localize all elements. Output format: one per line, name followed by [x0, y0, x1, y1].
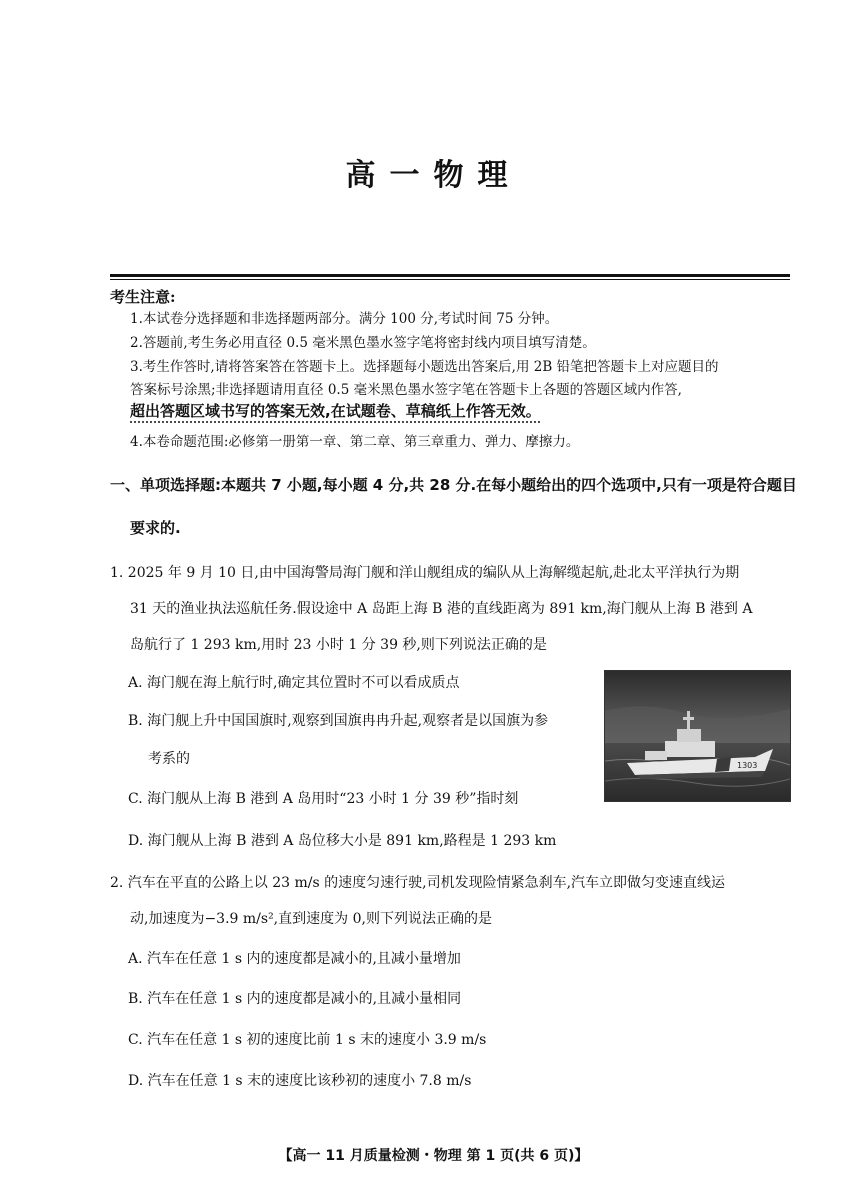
q1-option-b-cont: 考系的 — [148, 751, 190, 767]
notice-heading: 考生注意: — [110, 288, 176, 306]
q1-option-b: B. 海门舰上升中国国旗时,观察到国旗冉冉升起,观察者是以国旗为参 — [128, 713, 549, 729]
q1-option-a: A. 海门舰在海上航行时,确定其位置时不可以看成质点 — [128, 675, 460, 691]
notice-item-3-cont: 答案标号涂黑;非选择题请用直径 0.5 毫米黑色墨水签字笔在答题卡上各题的答题区域内作答, — [130, 382, 682, 398]
header-rule-thin — [110, 279, 790, 280]
q2-option-d: D. 汽车在任意 1 s 末的速度比该秒初的速度小 7.8 m/s — [128, 1073, 472, 1089]
q2-option-a: A. 汽车在任意 1 s 内的速度都是减小的,且减小量增加 — [128, 951, 461, 967]
q1-option-c: C. 海门舰从上海 B 港到 A 岛用时“23 小时 1 分 39 秒”指时刻 — [128, 791, 519, 807]
notice-item-2: 2.答题前,考生务必用直径 0.5 毫米黑色墨水签字笔将密封线内项目填写清楚。 — [130, 335, 596, 351]
q1-stem-line3: 岛航行了 1 293 km,用时 23 小时 1 分 39 秒,则下列说法正确的是 — [130, 637, 547, 653]
ship-photo — [604, 670, 791, 802]
q2-option-c: C. 汽车在任意 1 s 初的速度比前 1 s 末的速度小 3.9 m/s — [128, 1032, 487, 1048]
ship-hull-number: 1303 — [737, 761, 758, 770]
q1-option-d: D. 海门舰从上海 B 港到 A 岛位移大小是 891 km,路程是 1 293 km — [128, 833, 557, 849]
q1-stem-line2: 31 天的渔业执法巡航任务.假设途中 A 岛距上海 B 港的直线距离为 891 km,海门舰从上海 B 港到 A — [130, 601, 753, 617]
header-rule-thick — [110, 274, 790, 277]
page-footer: 【高一 11 月质量检测・物理 第 1 页(共 6 页)】 — [278, 1148, 589, 1164]
notice-item-4: 4.本卷命题范围:必修第一册第一章、第二章、第三章重力、弹力、摩擦力。 — [130, 434, 580, 450]
section-heading-line2: 要求的. — [130, 519, 181, 537]
notice-item-3: 3.考生作答时,请将答案答在答题卡上。选择题每小题选出答案后,用 2B 铅笔把答题卡上对应题目的 — [130, 359, 719, 375]
notice-item-1: 1.本试卷分选择题和非选择题两部分。满分 100 分,考试时间 75 分钟。 — [130, 311, 559, 327]
q2-option-b: B. 汽车在任意 1 s 内的速度都是减小的,且减小量相同 — [128, 991, 462, 1007]
section-heading-line1: 一、单项选择题:本题共 7 小题,每小题 4 分,共 28 分.在每小题给出的四个选项中,只有一项是符合题目 — [110, 476, 797, 494]
q2-stem-line2: 动,加速度为−3.9 m/s²,直到速度为 0,则下列说法正确的是 — [130, 911, 492, 927]
page-title: 高一物理 — [345, 158, 522, 193]
q2-stem-line1: 2. 汽车在平直的公路上以 23 m/s 的速度匀速行驶,司机发现险情紧急刹车,汽车立即做匀变速直线运 — [110, 875, 726, 891]
q1-stem-line1: 1. 2025 年 9 月 10 日,由中国海警局海门舰和洋山舰组成的编队从上海解缆起航,赴北太平洋执行为期 — [110, 565, 740, 581]
notice-emphasis: 超出答题区域书写的答案无效,在试题卷、草稿纸上作答无效。 — [130, 402, 541, 420]
